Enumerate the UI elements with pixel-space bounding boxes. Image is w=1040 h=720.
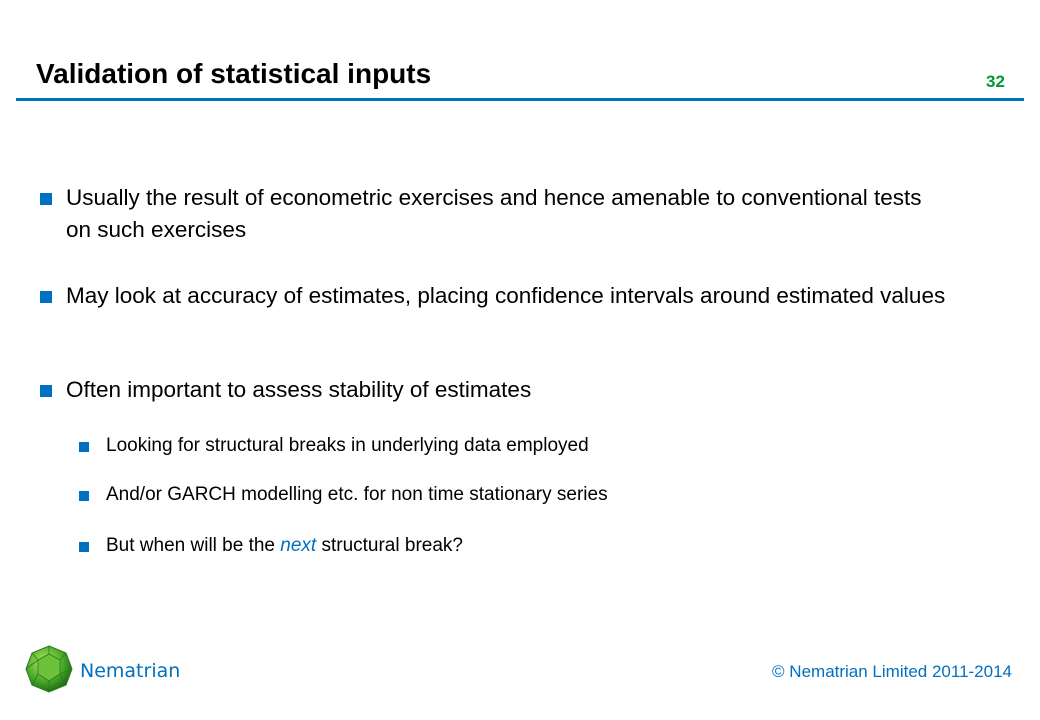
slide-title: Validation of statistical inputs	[36, 58, 432, 89]
slide-number: 32	[986, 72, 1005, 91]
bullet-text: May look at accuracy of estimates, placing confidence intervals around estimated values	[66, 283, 946, 308]
footer-copyright: © Nematrian Limited 2011-2014	[772, 662, 1012, 681]
bullet-text: Usually the result of econometric exercises and hence amenable to conventional tests on such exercises	[66, 185, 922, 242]
sub-bullet-item	[106, 533, 906, 559]
sub-bullet-marker	[79, 442, 89, 452]
sub-bullet-text-before: But when will be the	[106, 535, 281, 556]
bullet-item	[66, 374, 946, 406]
sub-bullet-text: And/or GARCH modelling etc. for non time stationary series	[106, 484, 608, 505]
nematrian-logo-icon	[24, 644, 74, 694]
bullet-marker	[40, 193, 52, 205]
bullet-marker	[40, 291, 52, 303]
bullet-item	[66, 280, 946, 312]
sub-bullet-emphasis: next	[280, 535, 317, 556]
footer-brand: Nematrian	[80, 660, 181, 682]
bullet-text: Often important to assess stability of estimates	[66, 377, 532, 402]
sub-bullet-text: Looking for structural breaks in underlying data employed	[106, 435, 589, 456]
sub-bullet-item	[106, 433, 906, 459]
bullet-item	[66, 182, 946, 246]
bullet-marker	[40, 385, 52, 397]
sub-bullet-marker	[79, 491, 89, 501]
sub-bullet-item	[106, 482, 906, 508]
sub-bullet-text-after: structural break?	[316, 535, 463, 556]
sub-bullet-marker	[79, 542, 89, 552]
